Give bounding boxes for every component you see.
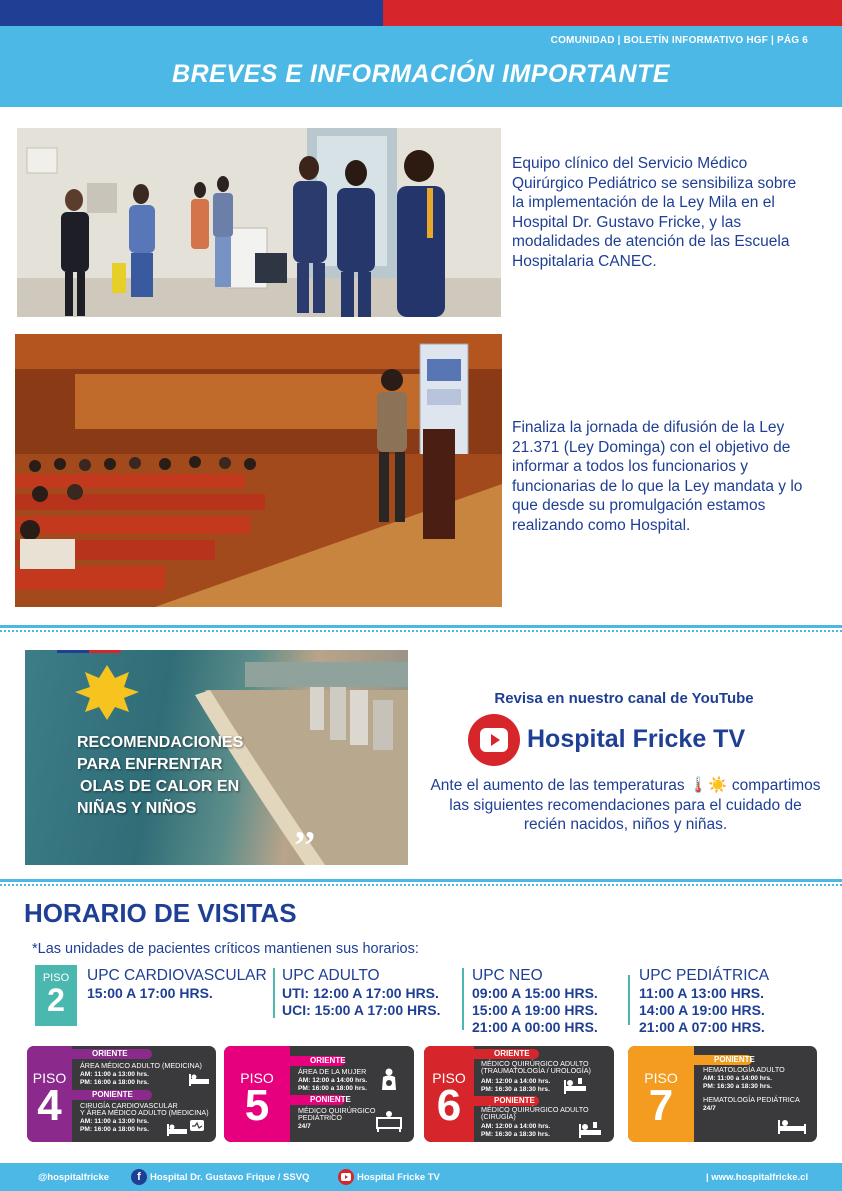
upc-name: UPC CARDIOVASCULAR (87, 967, 267, 984)
page-header (0, 26, 842, 107)
patient-bed-icon (778, 1118, 806, 1134)
floor-5-card (224, 1046, 414, 1142)
floor-word: PISO (240, 1070, 274, 1086)
upc-name: UPC NEO (472, 967, 543, 984)
area-text: Y ÁREA MÉDICO ADULTO (MEDICINA) (80, 1108, 209, 1117)
area-text: PEDIÁTRICO (298, 1113, 342, 1122)
upc-hours: 11:00 A 13:00 HRS. (639, 985, 765, 1001)
upc-hours: 09:00 A 15:00 HRS. (472, 985, 598, 1001)
floor-number: 7 (648, 1081, 674, 1130)
floor-word: PISO (42, 972, 70, 984)
patient-bed-icon (564, 1078, 586, 1094)
promo-line-3: OLAS DE CALOR EN (80, 778, 240, 795)
hours-am: AM: 12:00 a 14:00 hrs. (481, 1123, 551, 1130)
floor-number: 6 (436, 1081, 462, 1130)
floor-4-card (27, 1046, 216, 1142)
visiting-hours-note: *Las unidades de pacientes críticos mantienen sus horarios: (32, 941, 419, 957)
floor-7-badge (628, 1046, 694, 1142)
hours-am: AM: 11:00 a 13:00 hrs. (80, 1118, 149, 1125)
promo-text (77, 732, 243, 820)
hours-am: AM: 11:00 a 13:00 hrs. (80, 1071, 149, 1078)
upc-hours: 21:00 A 07:00 HRS. (639, 1019, 765, 1035)
upc-hours: 15:00 A 17:00 HRS. (87, 985, 213, 1001)
poniente-label: PONIENTE (72, 1090, 152, 1100)
area-text: HEMATOLOGÍA PEDIÁTRICA (703, 1095, 800, 1104)
upc-hours: 14:00 A 19:00 HRS. (639, 1002, 765, 1018)
area-text: MÉDICO QUIRÚRGICO ADULTO (481, 1059, 589, 1068)
youtube-link[interactable]: Hospital Fricke TV (357, 1172, 440, 1183)
news-caption-1: Equipo clínico del Servicio Médico Quirúrgico Pediátrico se sensibiliza sobre la implementación de la Ley Mila en el Hospital Dr. Gustavo Fricke, y las modalidades de atención de las Escuela Hospitalaria CANEC. (512, 155, 797, 270)
svg-text:,,: ,, (295, 802, 315, 847)
area-text: (CIRUGÍA) (481, 1112, 516, 1121)
crib-icon (376, 1110, 402, 1132)
bed-icon (167, 1124, 187, 1136)
divider-line (462, 968, 464, 1030)
section-divider (0, 625, 842, 631)
area-text: CIRUGÍA CARDIOVASCULAR (80, 1101, 178, 1110)
divider-line (273, 968, 275, 1018)
availability-text: 24/7 (703, 1105, 716, 1112)
promo-line-2: PARA ENFRENTAR (77, 756, 223, 773)
oriente-label: ORIENTE (72, 1049, 152, 1059)
poniente-label: PONIENTE (474, 1096, 539, 1106)
area-text: HEMATOLOGÍA ADULTO (703, 1065, 785, 1074)
clinical-team-photo (17, 128, 501, 317)
facebook-link[interactable]: Hospital Dr. Gustavo Frique / SSVQ (150, 1172, 310, 1183)
hours-pm: PM: 16:00 a 18:00 hrs. (80, 1079, 149, 1086)
floor-number: 4 (37, 1081, 62, 1130)
area-text: MÉDICO QUIRÚRGICO ADULTO (481, 1105, 589, 1114)
facebook-icon[interactable]: f (131, 1169, 147, 1185)
upc-hours: 15:00 A 19:00 HRS. (472, 1002, 598, 1018)
floor-7-card (628, 1046, 817, 1142)
heat-wave-video-thumbnail[interactable] (25, 650, 408, 865)
mother-baby-icon (379, 1068, 399, 1092)
area-text: MÉDICO QUIRÚRGICO (298, 1106, 376, 1115)
hours-pm: PM: 16:30 a 18:30 hrs. (481, 1131, 550, 1138)
page-title: BREVES E INFORMACIÓN IMPORTANTE (172, 60, 670, 88)
area-text: ÁREA MÉDICO ADULTO (MEDICINA) (80, 1061, 202, 1070)
hours-pm: PM: 16:00 a 18:00 hrs. (298, 1085, 367, 1092)
area-text: ÁREA DE LA MUJER (298, 1067, 367, 1076)
youtube-icon[interactable] (338, 1169, 354, 1185)
instagram-handle[interactable]: @hospitalfricke (38, 1172, 110, 1183)
news-caption-2: Finaliza la jornada de difusión de la Ley 21.371 (Ley Dominga) con el objetivo de informar a todos los funcionarios y funcionarias de lo que la Ley mandata y lo que desde su promulgación estamos realizando como Hospital. (512, 419, 803, 534)
floor-number: 5 (244, 1081, 270, 1130)
floor-2-badge (35, 965, 77, 1026)
upc-cardiovascular (87, 967, 267, 1002)
floor-5-badge (224, 1046, 290, 1142)
hours-pm: PM: 16:30 a 18:30 hrs. (481, 1086, 550, 1093)
hours-am: AM: 12:00 a 14:00 hrs. (481, 1078, 551, 1085)
youtube-description: Ante el aumento de las temperaturas 🌡️☀️ compartimos las siguientes recomendaciones para el cuidado de recién nacidos, niños y niñas. (430, 777, 821, 833)
top-bar-red (383, 0, 842, 26)
divider-line (628, 975, 630, 1025)
availability-text: 24/7 (298, 1123, 311, 1130)
heart-monitor-icon (190, 1120, 204, 1136)
hours-pm: PM: 16:00 a 18:00 hrs. (80, 1126, 149, 1133)
floor-4-badge (27, 1046, 72, 1142)
upc-adulto (282, 967, 440, 1019)
upc-pediatrica (639, 967, 769, 1036)
promo-line-1: RECOMENDACIONES (77, 734, 244, 751)
upc-name: UPC ADULTO (282, 967, 380, 984)
upc-neo (472, 967, 598, 1036)
section-divider (0, 879, 842, 885)
promo-line-4: NIÑAS Y NIÑOS (77, 800, 197, 817)
hours-am: AM: 12:00 a 14:00 hrs. (298, 1077, 368, 1084)
oriente-label: ORIENTE (474, 1049, 539, 1059)
floor-word: PISO (32, 1070, 67, 1086)
floor-6-badge (424, 1046, 474, 1142)
youtube-intro: Revisa en nuestro canal de YouTube (494, 690, 754, 707)
hours-am: AM: 11:00 a 14:00 hrs. (703, 1075, 772, 1082)
floor-word: PISO (644, 1070, 678, 1086)
area-text: (TRAUMATOLOGÍA / UROLOGÍA) (481, 1066, 591, 1075)
floor-number: 2 (47, 982, 65, 1018)
hours-pm: PM: 16:30 a 18:30 hrs. (703, 1083, 772, 1090)
header-kicker: COMUNIDAD | BOLETÍN INFORMATIVO HGF | PÁG 6 (550, 35, 808, 46)
upc-hours: UCI: 15:00 A 17:00 HRS. (282, 1002, 441, 1018)
upc-name: UPC PEDIÁTRICA (639, 967, 770, 984)
patient-bed-icon (579, 1122, 601, 1138)
oriente-label: ORIENTE (290, 1056, 345, 1066)
youtube-channel-name[interactable]: Hospital Fricke TV (527, 725, 746, 753)
floor-6-card (424, 1046, 614, 1142)
bed-icon (189, 1074, 209, 1086)
auditorium-photo (15, 334, 502, 607)
floor-word: PISO (432, 1070, 466, 1086)
poniente-label: PONIENTE (694, 1055, 752, 1065)
top-bar-blue (0, 0, 383, 26)
visiting-hours-title: HORARIO DE VISITAS (24, 898, 297, 928)
website-link[interactable]: | www.hospitalfricke.cl (706, 1172, 809, 1183)
poniente-label: PONIENTE (290, 1095, 345, 1105)
upc-hours: 21:00 A 00:00 HRS. (472, 1019, 598, 1035)
youtube-icon[interactable] (468, 714, 520, 766)
page-footer (0, 1163, 842, 1191)
upc-hours: UTI: 12:00 A 17:00 HRS. (282, 985, 439, 1001)
